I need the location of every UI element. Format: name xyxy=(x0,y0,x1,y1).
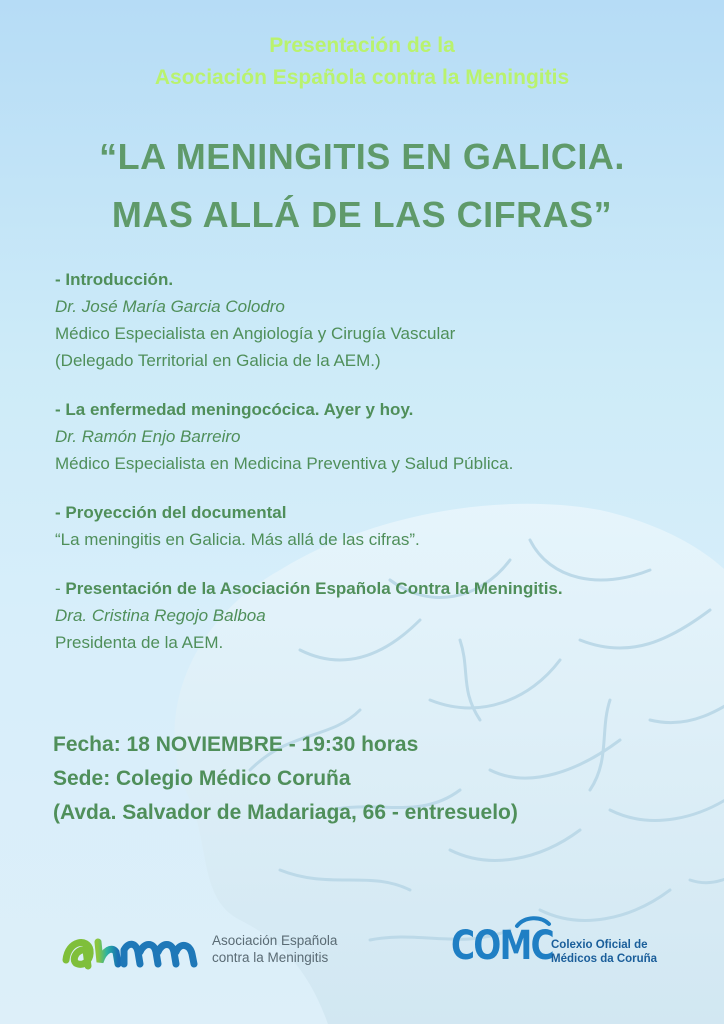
item-heading xyxy=(55,575,695,602)
item-line: Presidenta de la AEM. xyxy=(55,633,224,652)
event-venue: Sede: Colegio Médico Coruña xyxy=(53,767,351,790)
title-line-1: “LA MENINGITIS EN GALICIA. xyxy=(99,136,625,177)
program-item-introduction xyxy=(55,266,695,374)
title-line-2: MAS ALLÁ DE LAS CIFRAS” xyxy=(111,194,613,235)
program xyxy=(55,266,695,678)
item-line: (Delegado Territorial en Galicia de la AEM.) xyxy=(55,351,381,370)
comc-logo-block xyxy=(451,912,681,972)
event-info xyxy=(53,728,693,830)
event-title xyxy=(0,128,724,244)
item-heading: - Proyección del documental xyxy=(55,503,287,522)
program-item-meningococcal xyxy=(55,396,695,477)
program-item-documentary xyxy=(55,499,695,553)
aem-logo-text xyxy=(212,932,337,966)
event-address: (Avda. Salvador de Madariaga, 66 - entresuelo) xyxy=(53,801,518,824)
aem-logo-block xyxy=(62,928,362,972)
item-line: Médico Especialista en Medicina Preventiva y Salud Pública. xyxy=(55,454,514,473)
header-line-2: Asociación Española contra la Meningitis xyxy=(154,66,570,89)
aem-line-2: contra la Meningitis xyxy=(212,950,329,965)
header-line-1: Presentación de la xyxy=(269,34,455,57)
item-speaker: Dr. Ramón Enjo Barreiro xyxy=(55,427,241,446)
comc-line-2: Médicos da Coruña xyxy=(551,953,658,965)
item-heading: - Introducción. xyxy=(55,270,174,289)
comc-line-1: Colexio Oficial de xyxy=(551,939,648,951)
item-line: “La meningitis en Galicia. Más allá de las cifras”. xyxy=(55,530,420,549)
header xyxy=(0,30,724,94)
event-date: Fecha: 18 NOVIEMBRE - 19:30 horas xyxy=(53,733,419,756)
item-speaker: Dra. Cristina Regojo Balboa xyxy=(55,606,266,625)
item-speaker: Dr. José María Garcia Colodro xyxy=(55,297,285,316)
item-line: Médico Especialista en Angiología y Cirugía Vascular xyxy=(55,324,456,343)
aem-line-1: Asociación Española xyxy=(212,933,338,948)
item-heading: - La enfermedad meningocócica. Ayer y hoy. xyxy=(55,400,414,419)
item-heading-text: Presentación de la Asociación Española Contra la Meningitis. xyxy=(65,579,563,598)
comc-logo-text xyxy=(551,938,657,966)
aem-logo-icon xyxy=(62,928,202,972)
program-item-association xyxy=(55,575,695,656)
item-heading-prefix: - xyxy=(55,579,66,598)
comc-logo: COMC xyxy=(451,923,554,969)
